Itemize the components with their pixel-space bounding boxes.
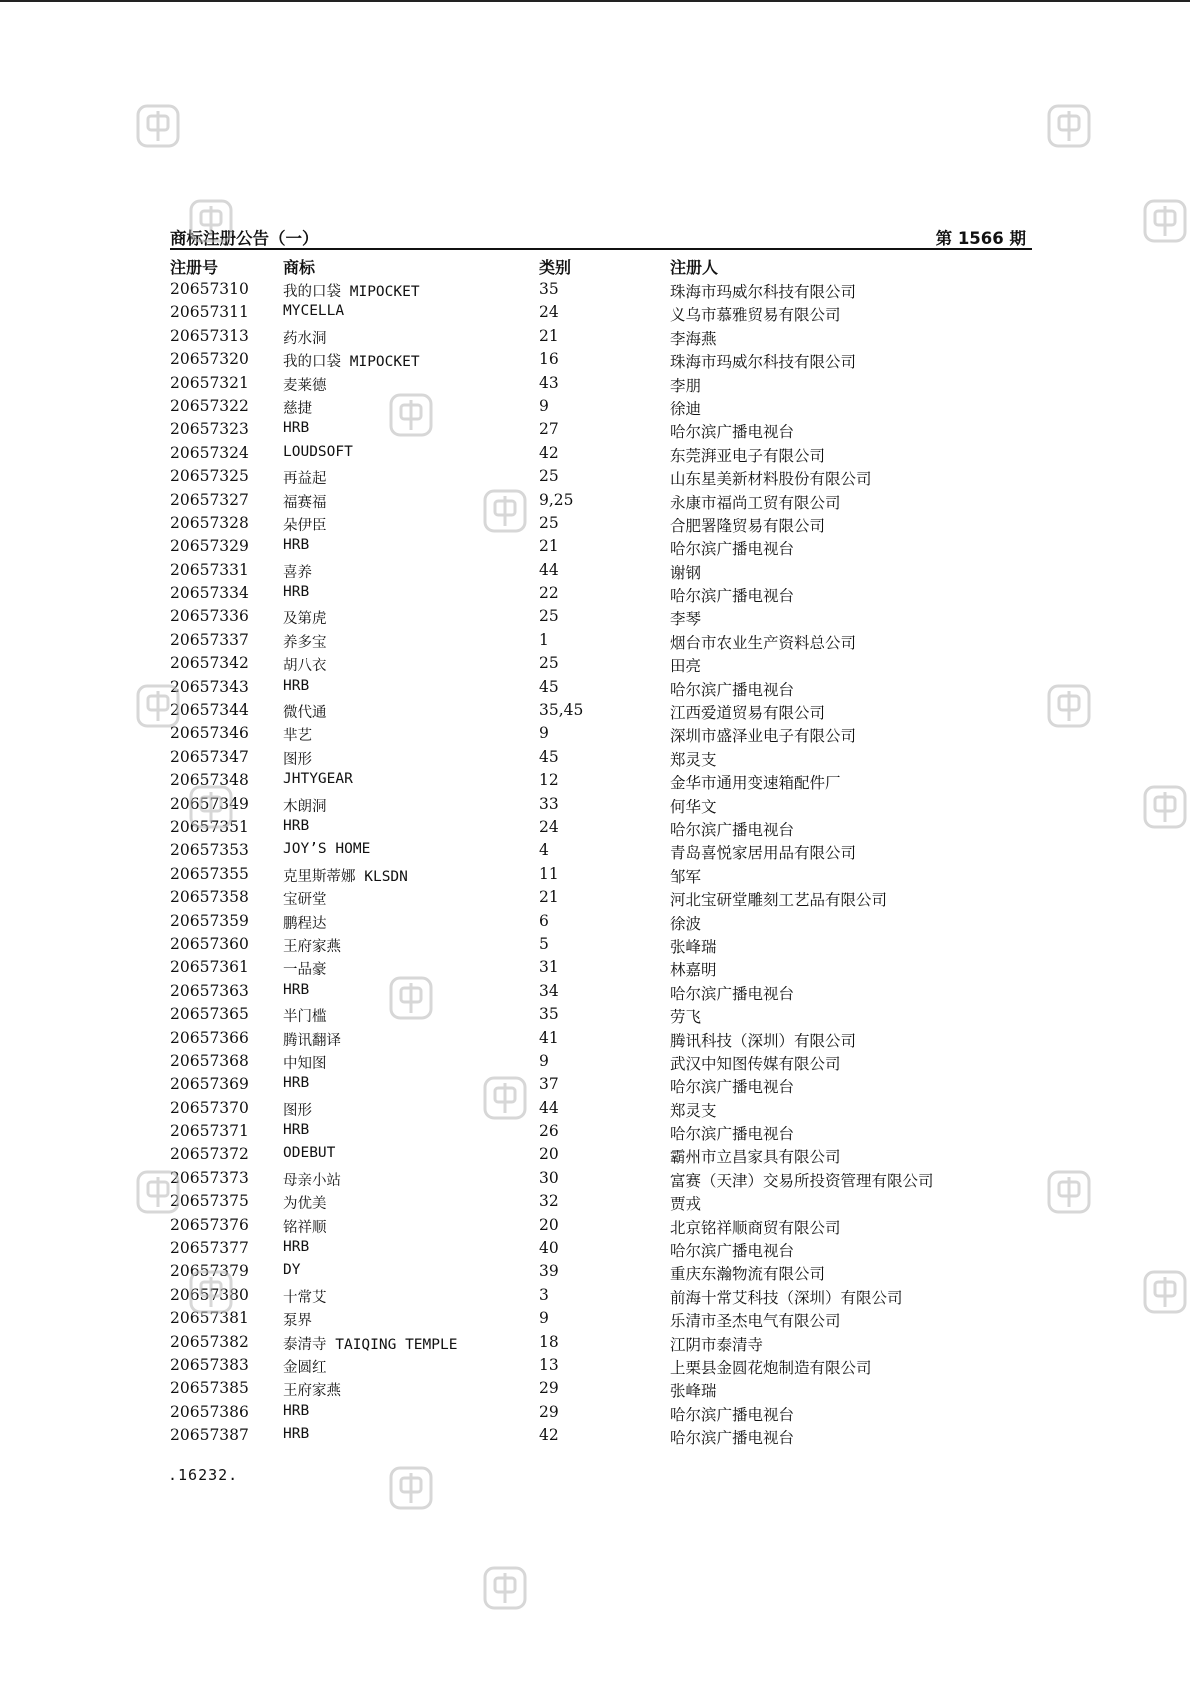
reg-no-cell: 20657372 [170, 1145, 249, 1164]
table-row [170, 418, 1032, 441]
registrant-cell: 青岛喜悦家居用品有限公司 [670, 844, 857, 863]
table-row [170, 582, 1032, 605]
table-row [170, 395, 1032, 418]
registrant-cell: 合肥署隆贸易有限公司 [670, 516, 826, 535]
registrant-cell: 江西爱道贸易有限公司 [670, 704, 826, 723]
trademark-cell: 木朗洞 [283, 798, 327, 815]
column-header-registrant: 注册人 [670, 258, 719, 277]
class-cell: 13 [539, 1355, 559, 1374]
registrant-cell: 东莞湃亚电子有限公司 [670, 446, 826, 465]
class-cell: 9 [539, 1051, 549, 1070]
table-row [170, 1214, 1032, 1237]
trademark-cell: DY [283, 1262, 301, 1279]
trademark-cell: 一品豪 [283, 962, 327, 979]
watermark-stamp-icon [188, 1269, 234, 1315]
class-cell: 9 [539, 396, 549, 415]
column-header-reg-no: 注册号 [170, 258, 219, 277]
reg-no-cell: 20657379 [170, 1262, 249, 1281]
registrant-cell: 前海十常艾科技（深圳）有限公司 [670, 1288, 903, 1307]
registrant-cell: 哈尔滨广播电视台 [670, 1125, 795, 1144]
trademark-cell: HRB [283, 537, 310, 554]
watermark-stamp-icon [135, 103, 181, 149]
class-cell: 9 [539, 1309, 549, 1328]
table-row [170, 1424, 1032, 1447]
table-row [170, 722, 1032, 745]
table-row [170, 489, 1032, 512]
watermark-stamp-icon [1046, 103, 1092, 149]
reg-no-cell: 20657373 [170, 1168, 249, 1187]
reg-no-cell: 20657370 [170, 1098, 249, 1117]
registrant-cell: 腾讯科技（深圳）有限公司 [670, 1031, 857, 1050]
trademark-cell: 芈艺 [283, 728, 312, 745]
class-cell: 37 [539, 1075, 559, 1094]
table-row [170, 372, 1032, 395]
registrant-cell: 谢钢 [670, 563, 702, 582]
registrant-cell: 上栗县金圆花炮制造有限公司 [670, 1358, 872, 1377]
class-cell: 45 [539, 677, 559, 696]
watermark-stamp-icon [388, 975, 434, 1021]
trademark-cell: 泵界 [283, 1313, 312, 1330]
watermark-stamp-icon [388, 392, 434, 438]
registrant-cell: 何华文 [670, 797, 717, 816]
reg-no-cell: 20657342 [170, 654, 249, 673]
class-cell: 20 [539, 1215, 559, 1234]
reg-no-cell: 20657368 [170, 1051, 249, 1070]
registrant-cell: 哈尔滨广播电视台 [670, 1242, 795, 1261]
class-cell: 6 [539, 911, 549, 930]
registrant-cell: 重庆东瀚物流有限公司 [670, 1265, 826, 1284]
trademark-cell: 胡八衣 [283, 658, 327, 675]
table-row [170, 605, 1032, 628]
class-cell: 34 [539, 981, 559, 1000]
trademark-cell: 慈捷 [283, 400, 312, 417]
trademark-cell: 泰清寺 TAIQING TEMPLE [283, 1336, 458, 1353]
table-row [170, 933, 1032, 956]
column-header-class: 类别 [539, 258, 572, 277]
table-row [170, 1331, 1032, 1354]
registrant-cell: 哈尔滨广播电视台 [670, 680, 795, 699]
reg-no-cell: 20657322 [170, 396, 249, 415]
trademark-cell: 朵伊臣 [283, 517, 327, 534]
registrant-cell: 郑灵支 [670, 750, 717, 769]
reg-no-cell: 20657386 [170, 1402, 249, 1421]
registrant-cell: 永康市福尚工贸有限公司 [670, 493, 841, 512]
table-row [170, 699, 1032, 722]
trademark-cell: 王府家燕 [283, 1383, 341, 1400]
table-row [170, 1143, 1032, 1166]
class-cell: 31 [539, 958, 559, 977]
registrant-cell: 哈尔滨广播电视台 [670, 587, 795, 606]
registrant-cell: 深圳市盛泽业电子有限公司 [670, 727, 857, 746]
reg-no-cell: 20657334 [170, 584, 249, 603]
reg-no-cell: 20657361 [170, 958, 249, 977]
reg-no-cell: 20657327 [170, 490, 249, 509]
watermark-stamp-icon [482, 1075, 528, 1121]
class-cell: 39 [539, 1262, 559, 1281]
watermark-stamp-icon [482, 1565, 528, 1611]
trademark-cell: HRB [283, 1239, 310, 1256]
class-cell: 25 [539, 467, 559, 486]
class-cell: 42 [539, 1426, 559, 1445]
class-cell: 9,25 [539, 490, 574, 509]
table-row [170, 1260, 1032, 1283]
registrant-cell: 张峰瑞 [670, 937, 717, 956]
registrant-cell: 北京铭祥顺商贸有限公司 [670, 1218, 841, 1237]
registrant-cell: 林嘉明 [670, 961, 717, 980]
table-row [170, 746, 1032, 769]
class-cell: 30 [539, 1168, 559, 1187]
registrant-cell: 金华市通用变速箱配件厂 [670, 774, 841, 793]
page-number: .16232. [168, 1466, 239, 1484]
table-row [170, 1097, 1032, 1120]
table-row [170, 535, 1032, 558]
reg-no-cell: 20657348 [170, 771, 249, 790]
table-row [170, 1354, 1032, 1377]
registrant-cell: 徐迪 [670, 399, 702, 418]
trademark-cell: 金圆红 [283, 1359, 327, 1376]
class-cell: 16 [539, 350, 559, 369]
table-row [170, 1167, 1032, 1190]
reg-no-cell: 20657381 [170, 1309, 249, 1328]
registrant-cell: 乐清市圣杰电气有限公司 [670, 1312, 841, 1331]
table-row [170, 652, 1032, 675]
trademark-cell: 再益起 [283, 471, 327, 488]
registrant-cell: 李海燕 [670, 329, 717, 348]
class-cell: 26 [539, 1122, 559, 1141]
table-row [170, 1050, 1032, 1073]
class-cell: 35 [539, 1005, 559, 1024]
trademark-cell: HRB [283, 677, 310, 694]
watermark-stamp-icon [1142, 198, 1188, 244]
class-cell: 40 [539, 1239, 559, 1258]
registrant-cell: 李琴 [670, 610, 702, 629]
class-cell: 44 [539, 1098, 559, 1117]
table-row [170, 1284, 1032, 1307]
table-row [170, 863, 1032, 886]
reg-no-cell: 20657346 [170, 724, 249, 743]
reg-no-cell: 20657324 [170, 443, 249, 462]
reg-no-cell: 20657363 [170, 981, 249, 1000]
class-cell: 43 [539, 373, 559, 392]
table-row [170, 629, 1032, 652]
trademark-cell: 及第虎 [283, 611, 327, 628]
reg-no-cell: 20657313 [170, 326, 249, 345]
top-border-rule [0, 0, 1190, 2]
table-row [170, 348, 1032, 371]
registrant-cell: 哈尔滨广播电视台 [670, 820, 795, 839]
publication-title: 商标注册公告（一） [170, 229, 319, 248]
trademark-cell: HRB [283, 420, 310, 437]
reg-no-cell: 20657329 [170, 537, 249, 556]
table-row [170, 980, 1032, 1003]
class-cell: 29 [539, 1402, 559, 1421]
table-row [170, 886, 1032, 909]
reg-no-cell: 20657359 [170, 911, 249, 930]
trademark-cell: 母亲小站 [283, 1172, 341, 1189]
reg-no-cell: 20657349 [170, 794, 249, 813]
class-cell: 33 [539, 794, 559, 813]
table-row [170, 301, 1032, 324]
watermark-stamp-icon [1142, 1269, 1188, 1315]
class-cell: 5 [539, 934, 549, 953]
registrant-cell: 哈尔滨广播电视台 [670, 1078, 795, 1097]
table-row [170, 559, 1032, 582]
class-cell: 27 [539, 420, 559, 439]
registrant-cell: 山东星美新材料股份有限公司 [670, 470, 872, 489]
class-cell: 35 [539, 280, 559, 298]
registrant-cell: 田亮 [670, 657, 702, 676]
trademark-cell: 腾讯翻译 [283, 1032, 341, 1049]
class-cell: 32 [539, 1192, 559, 1211]
reg-no-cell: 20657375 [170, 1192, 249, 1211]
registrant-cell: 霸州市立昌家具有限公司 [670, 1148, 841, 1167]
trademark-cell: 图形 [283, 1102, 312, 1119]
trademark-cell: JOY’S HOME [283, 841, 371, 858]
trademark-cell: 微代通 [283, 705, 327, 722]
trademark-cell: JHTYGEAR [283, 771, 353, 788]
watermark-stamp-icon [188, 198, 234, 244]
table-row [170, 816, 1032, 839]
reg-no-cell: 20657387 [170, 1426, 249, 1445]
registrant-cell: 富赛（天津）交易所投资管理有限公司 [670, 1171, 934, 1190]
watermark-stamp-icon [482, 488, 528, 534]
table-row [170, 910, 1032, 933]
trademark-cell: LOUDSOFT [283, 443, 353, 460]
class-cell: 35,45 [539, 701, 584, 720]
table-row [170, 676, 1032, 699]
table-row [170, 278, 1032, 301]
class-cell: 25 [539, 513, 559, 532]
reg-no-cell: 20657351 [170, 817, 249, 836]
class-cell: 21 [539, 326, 559, 345]
class-cell: 3 [539, 1285, 549, 1304]
registrant-cell: 烟台市农业生产资料总公司 [670, 633, 857, 652]
trademark-cell: HRB [283, 981, 310, 998]
registrant-cell: 哈尔滨广播电视台 [670, 423, 795, 442]
trademark-cell: 为优美 [283, 1196, 327, 1213]
trademark-cell: 克里斯蒂娜 KLSDN [283, 868, 408, 885]
reg-no-cell: 20657369 [170, 1075, 249, 1094]
trademark-cell: 麦莱德 [283, 377, 327, 394]
table-row [170, 465, 1032, 488]
trademark-cell: 养多宝 [283, 634, 327, 651]
reg-no-cell: 20657376 [170, 1215, 249, 1234]
reg-no-cell: 20657320 [170, 350, 249, 369]
reg-no-cell: 20657358 [170, 888, 249, 907]
class-cell: 24 [539, 303, 559, 322]
registrant-cell: 河北宝研堂雕刻工艺品有限公司 [670, 891, 888, 910]
reg-no-cell: 20657323 [170, 420, 249, 439]
table-body [170, 278, 1032, 1448]
table-row [170, 442, 1032, 465]
reg-no-cell: 20657353 [170, 841, 249, 860]
class-cell: 21 [539, 537, 559, 556]
reg-no-cell: 20657331 [170, 560, 249, 579]
registrant-cell: 江阴市泰清寺 [670, 1335, 764, 1354]
reg-no-cell: 20657328 [170, 513, 249, 532]
table-row [170, 1377, 1032, 1400]
table-row [170, 1190, 1032, 1213]
trademark-cell: HRB [283, 1122, 310, 1139]
watermark-stamp-icon [388, 1465, 434, 1511]
table-row [170, 769, 1032, 792]
registrant-cell: 义乌市慕雅贸易有限公司 [670, 306, 841, 325]
trademark-cell: HRB [283, 1402, 310, 1419]
class-cell: 12 [539, 771, 559, 790]
trademark-cell: 半门槛 [283, 1009, 327, 1026]
reg-no-cell: 20657380 [170, 1285, 249, 1304]
table-row [170, 1307, 1032, 1330]
class-cell: 1 [539, 630, 549, 649]
registrant-cell: 珠海市玛威尔科技有限公司 [670, 353, 857, 372]
reg-no-cell: 20657366 [170, 1028, 249, 1047]
trademark-cell: 王府家燕 [283, 938, 341, 955]
reg-no-cell: 20657385 [170, 1379, 249, 1398]
registrant-cell: 李朋 [670, 376, 702, 395]
class-cell: 20 [539, 1145, 559, 1164]
trademark-cell: HRB [283, 584, 310, 601]
registrant-cell: 贾戎 [670, 1195, 702, 1214]
class-cell: 22 [539, 584, 559, 603]
class-cell: 25 [539, 607, 559, 626]
trademark-cell: 我的口袋 MIPOCKET [283, 354, 420, 371]
reg-no-cell: 20657383 [170, 1355, 249, 1374]
trademark-cell: HRB [283, 817, 310, 834]
registration-table [170, 254, 1032, 1448]
trademark-cell: 图形 [283, 751, 312, 768]
trademark-cell: 喜养 [283, 564, 312, 581]
class-cell: 41 [539, 1028, 559, 1047]
class-cell: 9 [539, 724, 549, 743]
reg-no-cell: 20657336 [170, 607, 249, 626]
trademark-cell: 鹏程达 [283, 915, 327, 932]
reg-no-cell: 20657344 [170, 701, 249, 720]
reg-no-cell: 20657377 [170, 1239, 249, 1258]
trademark-cell: 我的口袋 MIPOCKET [283, 284, 420, 300]
registrant-cell: 哈尔滨广播电视台 [670, 540, 795, 559]
table-row [170, 793, 1032, 816]
reg-no-cell: 20657360 [170, 934, 249, 953]
reg-no-cell: 20657325 [170, 467, 249, 486]
reg-no-cell: 20657311 [170, 303, 249, 322]
trademark-cell: 中知图 [283, 1055, 327, 1072]
reg-no-cell: 20657321 [170, 373, 249, 392]
registrant-cell: 武汉中知图传媒有限公司 [670, 1054, 841, 1073]
watermark-stamp-icon [135, 1169, 181, 1215]
column-header-trademark: 商标 [283, 258, 316, 277]
reg-no-cell: 20657310 [170, 280, 249, 298]
reg-no-cell: 20657343 [170, 677, 249, 696]
reg-no-cell: 20657371 [170, 1122, 249, 1141]
registrant-cell: 郑灵支 [670, 1101, 717, 1120]
class-cell: 25 [539, 654, 559, 673]
registrant-cell: 徐波 [670, 914, 702, 933]
class-cell: 21 [539, 888, 559, 907]
registrant-cell: 张峰瑞 [670, 1382, 717, 1401]
class-cell: 45 [539, 747, 559, 766]
watermark-stamp-icon [188, 784, 234, 830]
reg-no-cell: 20657355 [170, 864, 249, 883]
table-row [170, 1120, 1032, 1143]
table-row [170, 325, 1032, 348]
trademark-cell: 福赛福 [283, 494, 327, 511]
table-row [170, 956, 1032, 979]
registrant-cell: 哈尔滨广播电视台 [670, 984, 795, 1003]
table-row [170, 1027, 1032, 1050]
watermark-stamp-icon [1046, 1169, 1092, 1215]
table-row [170, 1003, 1032, 1026]
issue-number: 第 1566 期 [935, 229, 1026, 248]
trademark-cell: 铭祥顺 [283, 1219, 327, 1236]
trademark-cell: 宝研堂 [283, 892, 327, 909]
trademark-cell: MYCELLA [283, 303, 345, 320]
table-row [170, 1401, 1032, 1424]
reg-no-cell: 20657382 [170, 1332, 249, 1351]
class-cell: 11 [539, 864, 559, 883]
table-row [170, 1073, 1032, 1096]
registrant-cell: 劳飞 [670, 1008, 702, 1027]
trademark-cell: 药水洞 [283, 330, 327, 347]
trademark-cell: 十常艾 [283, 1289, 327, 1306]
table-row [170, 1237, 1032, 1260]
table-row [170, 512, 1032, 535]
class-cell: 44 [539, 560, 559, 579]
trademark-cell: HRB [283, 1075, 310, 1092]
watermark-stamp-icon [1046, 683, 1092, 729]
class-cell: 24 [539, 817, 559, 836]
trademark-cell: ODEBUT [283, 1145, 336, 1162]
registrant-cell: 哈尔滨广播电视台 [670, 1405, 795, 1424]
class-cell: 4 [539, 841, 549, 860]
table-row [170, 839, 1032, 862]
watermark-stamp-icon [1142, 784, 1188, 830]
class-cell: 42 [539, 443, 559, 462]
table-header-row [170, 254, 1032, 278]
reg-no-cell: 20657337 [170, 630, 249, 649]
registrant-cell: 邹军 [670, 867, 702, 886]
reg-no-cell: 20657347 [170, 747, 249, 766]
class-cell: 18 [539, 1332, 559, 1351]
watermark-stamp-icon [135, 683, 181, 729]
class-cell: 29 [539, 1379, 559, 1398]
registrant-cell: 珠海市玛威尔科技有限公司 [670, 283, 857, 301]
trademark-cell: HRB [283, 1426, 310, 1443]
registrant-cell: 哈尔滨广播电视台 [670, 1429, 795, 1448]
page-header [170, 222, 1032, 250]
reg-no-cell: 20657365 [170, 1005, 249, 1024]
